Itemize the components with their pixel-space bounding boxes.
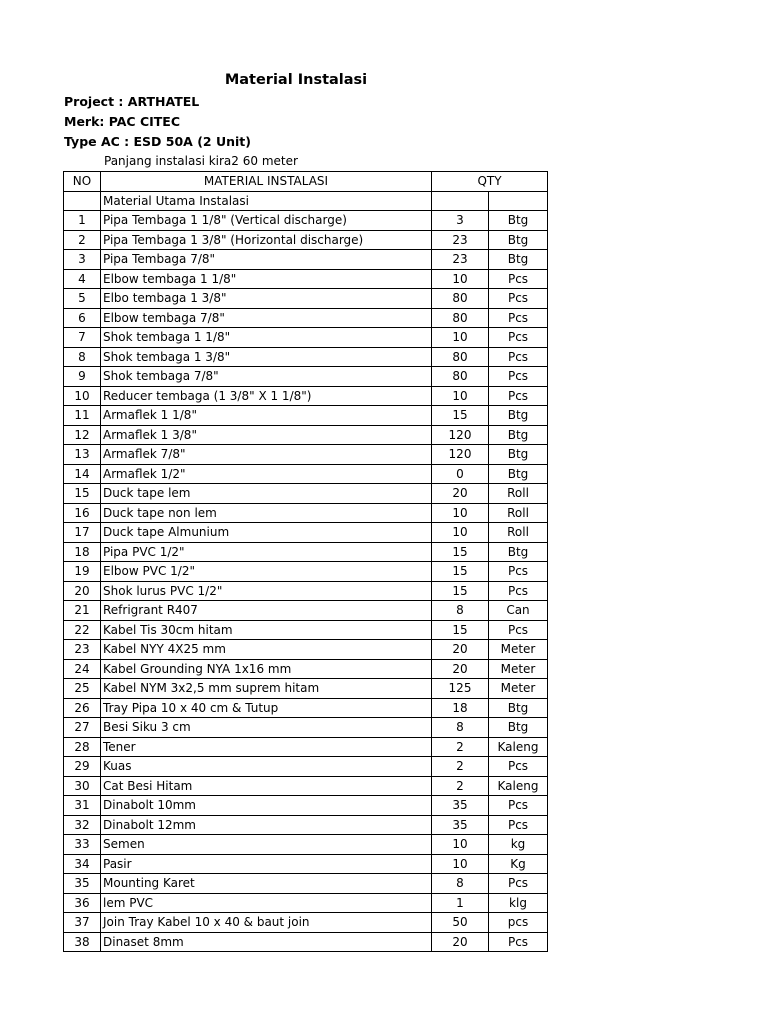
row-number: 21 <box>64 601 101 621</box>
material-name: Elbow tembaga 7/8" <box>101 308 432 328</box>
unit: Pcs <box>489 328 548 348</box>
quantity: 8 <box>432 601 489 621</box>
table-row <box>64 698 548 718</box>
table-row <box>64 913 548 933</box>
table-row <box>64 796 548 816</box>
quantity: 20 <box>432 659 489 679</box>
material-name: Kabel Grounding NYA 1x16 mm <box>101 659 432 679</box>
row-number: 35 <box>64 874 101 894</box>
table-row <box>64 523 548 543</box>
row-number: 23 <box>64 640 101 660</box>
unit: Kg <box>489 854 548 874</box>
material-name: Kabel NYY 4X25 mm <box>101 640 432 660</box>
row-number: 9 <box>64 367 101 387</box>
quantity: 15 <box>432 620 489 640</box>
table-row <box>64 425 548 445</box>
row-number: 34 <box>64 854 101 874</box>
table-header-row <box>64 172 548 192</box>
row-number: 26 <box>64 698 101 718</box>
unit: Pcs <box>489 796 548 816</box>
row-number: 11 <box>64 406 101 426</box>
quantity: 8 <box>432 718 489 738</box>
table-row <box>64 269 548 289</box>
material-name: Tener <box>101 737 432 757</box>
table-row <box>64 679 548 699</box>
quantity: 0 <box>432 464 489 484</box>
row-number: 2 <box>64 230 101 250</box>
row-number: 17 <box>64 523 101 543</box>
material-name: Pipa PVC 1/2" <box>101 542 432 562</box>
table-row <box>64 737 548 757</box>
unit: Pcs <box>489 269 548 289</box>
row-number: 1 <box>64 211 101 231</box>
table-row <box>64 464 548 484</box>
table-row <box>64 854 548 874</box>
table-row <box>64 757 548 777</box>
material-name: Shok tembaga 1 3/8" <box>101 347 432 367</box>
row-number: 22 <box>64 620 101 640</box>
quantity: 80 <box>432 367 489 387</box>
unit: Pcs <box>489 932 548 952</box>
document-title: Material Instalasi <box>224 72 368 88</box>
table-body <box>64 191 548 952</box>
unit: Btg <box>489 718 548 738</box>
material-name: Cat Besi Hitam <box>101 776 432 796</box>
material-name: Duck tape Almunium <box>101 523 432 543</box>
quantity: 35 <box>432 815 489 835</box>
table-row <box>64 815 548 835</box>
material-name: Duck tape non lem <box>101 503 432 523</box>
quantity: 3 <box>432 211 489 231</box>
material-name: Pipa Tembaga 1 1/8" (Vertical discharge) <box>101 211 432 231</box>
unit: Btg <box>489 211 548 231</box>
row-number: 33 <box>64 835 101 855</box>
table-row <box>64 835 548 855</box>
material-name: Kabel NYM 3x2,5 mm suprem hitam <box>101 679 432 699</box>
table-row <box>64 328 548 348</box>
quantity: 10 <box>432 854 489 874</box>
row-number: 24 <box>64 659 101 679</box>
unit: Btg <box>489 250 548 270</box>
row-number: 15 <box>64 484 101 504</box>
table-row <box>64 893 548 913</box>
unit: Pcs <box>489 308 548 328</box>
row-number: 30 <box>64 776 101 796</box>
material-name: Dinabolt 12mm <box>101 815 432 835</box>
unit: Meter <box>489 679 548 699</box>
material-name: Semen <box>101 835 432 855</box>
material-name: Kuas <box>101 757 432 777</box>
unit: Meter <box>489 640 548 660</box>
table-row <box>64 932 548 952</box>
section-no-cell <box>64 191 101 211</box>
unit: Btg <box>489 464 548 484</box>
row-number: 7 <box>64 328 101 348</box>
unit: Pcs <box>489 581 548 601</box>
quantity: 35 <box>432 796 489 816</box>
row-number: 38 <box>64 932 101 952</box>
table-row <box>64 308 548 328</box>
unit: klg <box>489 893 548 913</box>
table-row <box>64 250 548 270</box>
row-number: 31 <box>64 796 101 816</box>
row-number: 6 <box>64 308 101 328</box>
unit: Pcs <box>489 757 548 777</box>
table-row <box>64 289 548 309</box>
quantity: 10 <box>432 328 489 348</box>
row-number: 37 <box>64 913 101 933</box>
quantity: 23 <box>432 230 489 250</box>
unit: Btg <box>489 406 548 426</box>
material-name: Pasir <box>101 854 432 874</box>
quantity: 2 <box>432 737 489 757</box>
material-name: Armaflek 1 1/8" <box>101 406 432 426</box>
unit: Kaleng <box>489 776 548 796</box>
row-number: 12 <box>64 425 101 445</box>
material-name: Shok tembaga 7/8" <box>101 367 432 387</box>
quantity: 10 <box>432 386 489 406</box>
table-row <box>64 211 548 231</box>
row-number: 29 <box>64 757 101 777</box>
material-table <box>63 171 548 952</box>
row-number: 32 <box>64 815 101 835</box>
material-name: Elbow tembaga 1 1/8" <box>101 269 432 289</box>
material-name: Besi Siku 3 cm <box>101 718 432 738</box>
row-number: 13 <box>64 445 101 465</box>
row-number: 28 <box>64 737 101 757</box>
table-row <box>64 601 548 621</box>
unit: Kaleng <box>489 737 548 757</box>
project-line: Project : ARTHATEL <box>64 94 200 109</box>
row-number: 25 <box>64 679 101 699</box>
material-name: Reducer tembaga (1 3/8" X 1 1/8") <box>101 386 432 406</box>
material-name: Pipa Tembaga 1 3/8" (Horizontal discharge) <box>101 230 432 250</box>
quantity: 20 <box>432 640 489 660</box>
unit: Roll <box>489 484 548 504</box>
section-unit-cell <box>489 191 548 211</box>
quantity: 10 <box>432 835 489 855</box>
unit: pcs <box>489 913 548 933</box>
material-name: Duck tape lem <box>101 484 432 504</box>
table-row <box>64 484 548 504</box>
row-number: 19 <box>64 562 101 582</box>
material-name: Dinabolt 10mm <box>101 796 432 816</box>
unit: kg <box>489 835 548 855</box>
row-number: 36 <box>64 893 101 913</box>
unit: Btg <box>489 542 548 562</box>
row-number: 27 <box>64 718 101 738</box>
row-number: 14 <box>64 464 101 484</box>
quantity: 10 <box>432 269 489 289</box>
unit: Pcs <box>489 386 548 406</box>
material-name: Pipa Tembaga 7/8" <box>101 250 432 270</box>
material-name: Armaflek 1/2" <box>101 464 432 484</box>
quantity: 80 <box>432 308 489 328</box>
material-name: lem PVC <box>101 893 432 913</box>
material-name: Mounting Karet <box>101 874 432 894</box>
material-name: Refrigrant R407 <box>101 601 432 621</box>
material-name: Join Tray Kabel 10 x 40 & baut join <box>101 913 432 933</box>
type-ac-line: Type AC : ESD 50A (2 Unit) <box>64 134 251 149</box>
row-number: 3 <box>64 250 101 270</box>
quantity: 20 <box>432 932 489 952</box>
merk-line: Merk: PAC CITEC <box>64 114 181 129</box>
table-row <box>64 542 548 562</box>
quantity: 80 <box>432 289 489 309</box>
quantity: 15 <box>432 542 489 562</box>
row-number: 16 <box>64 503 101 523</box>
unit: Pcs <box>489 874 548 894</box>
material-name: Dinaset 8mm <box>101 932 432 952</box>
row-number: 4 <box>64 269 101 289</box>
row-number: 10 <box>64 386 101 406</box>
unit: Pcs <box>489 289 548 309</box>
header-no: NO <box>64 172 101 192</box>
quantity: 80 <box>432 347 489 367</box>
unit: Pcs <box>489 367 548 387</box>
table-row <box>64 445 548 465</box>
header-material: MATERIAL INSTALASI <box>101 172 432 192</box>
quantity: 15 <box>432 581 489 601</box>
table-row <box>64 581 548 601</box>
unit: Btg <box>489 698 548 718</box>
section-row <box>64 191 548 211</box>
quantity: 18 <box>432 698 489 718</box>
quantity: 50 <box>432 913 489 933</box>
material-name: Elbow PVC 1/2" <box>101 562 432 582</box>
table-row <box>64 503 548 523</box>
table-row <box>64 874 548 894</box>
section-label: Material Utama Instalasi <box>101 191 432 211</box>
unit: Meter <box>489 659 548 679</box>
quantity: 10 <box>432 523 489 543</box>
table-row <box>64 406 548 426</box>
table-row <box>64 386 548 406</box>
material-name: Tray Pipa 10 x 40 cm & Tutup <box>101 698 432 718</box>
material-name: Elbo tembaga 1 3/8" <box>101 289 432 309</box>
unit: Btg <box>489 445 548 465</box>
table-row <box>64 718 548 738</box>
quantity: 8 <box>432 874 489 894</box>
quantity: 1 <box>432 893 489 913</box>
quantity: 10 <box>432 503 489 523</box>
installation-length-note: Panjang instalasi kira2 60 meter <box>104 154 298 168</box>
table-row <box>64 230 548 250</box>
quantity: 23 <box>432 250 489 270</box>
unit: Pcs <box>489 347 548 367</box>
material-name: Shok lurus PVC 1/2" <box>101 581 432 601</box>
quantity: 15 <box>432 406 489 426</box>
quantity: 2 <box>432 757 489 777</box>
quantity: 2 <box>432 776 489 796</box>
row-number: 8 <box>64 347 101 367</box>
table-row <box>64 367 548 387</box>
quantity: 125 <box>432 679 489 699</box>
material-name: Shok tembaga 1 1/8" <box>101 328 432 348</box>
section-qty-cell <box>432 191 489 211</box>
unit: Pcs <box>489 562 548 582</box>
material-name: Kabel Tis 30cm hitam <box>101 620 432 640</box>
table-row <box>64 347 548 367</box>
material-name: Armaflek 7/8" <box>101 445 432 465</box>
unit: Pcs <box>489 620 548 640</box>
row-number: 20 <box>64 581 101 601</box>
material-name: Armaflek 1 3/8" <box>101 425 432 445</box>
row-number: 5 <box>64 289 101 309</box>
unit: Can <box>489 601 548 621</box>
quantity: 120 <box>432 445 489 465</box>
row-number: 18 <box>64 542 101 562</box>
unit: Btg <box>489 425 548 445</box>
unit: Roll <box>489 523 548 543</box>
quantity: 120 <box>432 425 489 445</box>
unit: Roll <box>489 503 548 523</box>
table-row <box>64 620 548 640</box>
unit: Pcs <box>489 815 548 835</box>
header-qty: QTY <box>432 172 548 192</box>
table-row <box>64 640 548 660</box>
table-row <box>64 776 548 796</box>
table-row <box>64 659 548 679</box>
quantity: 15 <box>432 562 489 582</box>
quantity: 20 <box>432 484 489 504</box>
table-row <box>64 562 548 582</box>
unit: Btg <box>489 230 548 250</box>
